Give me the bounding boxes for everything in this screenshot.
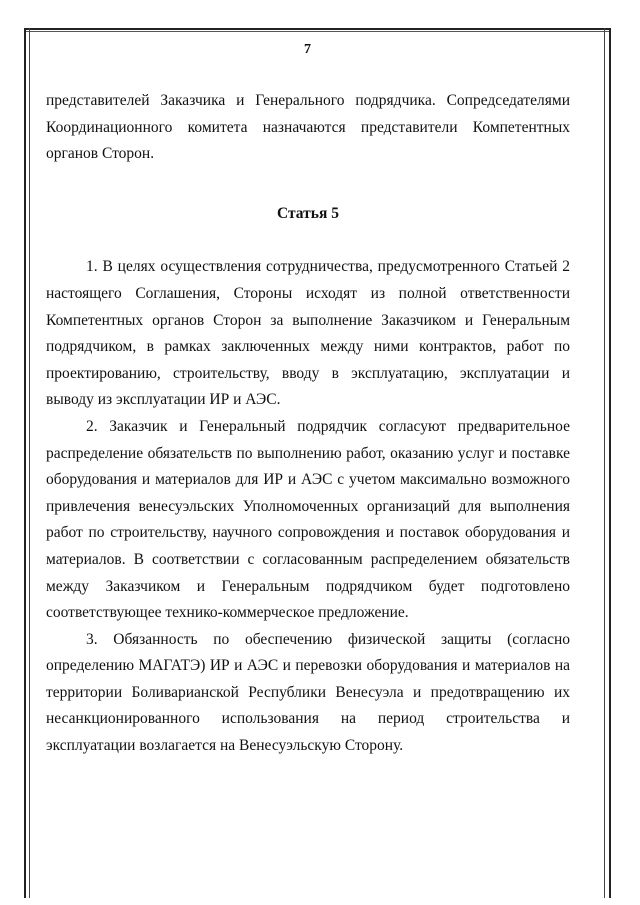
page-border-left — [24, 28, 30, 898]
document-body — [46, 88, 570, 760]
page-number: 7 — [304, 42, 311, 57]
page-border-top — [24, 28, 611, 32]
article-title: Статья 5 — [277, 204, 339, 222]
clause-1: 1. В целях осуществления сотрудничества, предусмотренного Статьей 2 настоящего Соглашения, Стороны исходят из полной ответственности Компетентных органов Сторон за выполнение Заказчиком и Генеральным подрядчиком, в рамках заключенных между ними контрактов, работ по проектированию, строительству, вводу в эксплуатацию, эксплуатации и выводу из эксплуатации ИР и АЭС. — [46, 258, 570, 409]
page-border-right — [604, 28, 611, 898]
clause-3: 3. Обязанность по обеспечению физической защиты (согласно определению МАГАТЭ) ИР и АЭС и перевозки оборудования и материалов на территории Боливарианской Республики Венесуэла и предотвращению их несанкционированного использования на период строительства и эксплуатации возлагается на Венесуэльскую Сторону. — [46, 630, 570, 755]
intro-paragraph: представителей Заказчика и Генерального подрядчика. Сопредседателями Координационного комитета назначаются представители Компетентных органов Сторон. — [46, 92, 570, 163]
clause-2: 2. Заказчик и Генеральный подрядчик согласуют предварительное распределение обязательств по выполнению работ, оказанию услуг и поставке оборудования и материалов для ИР и АЭС с учетом максимально возможного привлечения венесуэльских Уполномоченных организаций для выполнения работ по строительству, научного сопровождения и поставок оборудования и материалов. В соответствии с согласованным распределением обязательств между Заказчиком и Генеральным подрядчиком будет подготовлено соответствующее технико-коммерческое предложение. — [46, 417, 570, 622]
